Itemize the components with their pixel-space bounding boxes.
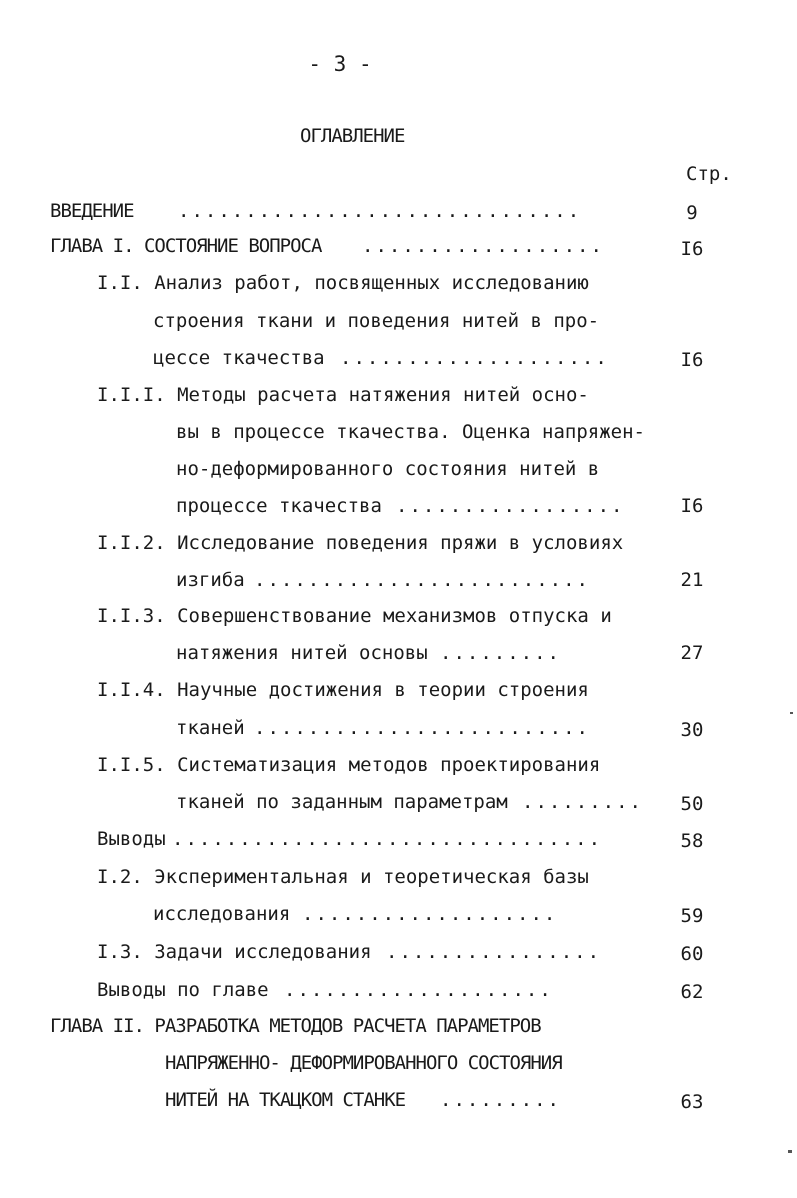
page-column-header: Стр. (686, 163, 732, 185)
page-number: - 3 - (308, 52, 372, 76)
toc-page-number: I6 (680, 238, 704, 260)
toc-leader-dots: .................. (362, 235, 604, 257)
toc-entry-1-1-2-cont: изгиба (176, 569, 245, 591)
toc-page-number: 27 (680, 642, 704, 664)
toc-page-number: 63 (680, 1091, 704, 1113)
scan-speck (788, 1150, 792, 1153)
toc-leader-dots: ......... (440, 1089, 561, 1111)
toc-page-number: 50 (680, 793, 704, 815)
toc-entry-chapter-conclusions: Выводы по главе (97, 979, 269, 1001)
toc-leader-dots: .................... (340, 347, 609, 369)
toc-leader-dots: .............................. (178, 200, 582, 222)
toc-entry-chapter-1: ГЛАВА I. СОСТОЯНИЕ ВОПРОСА (50, 235, 322, 257)
toc-entry-introduction: ВВЕДЕНИЕ (50, 200, 134, 222)
toc-page-number: I6 (680, 349, 704, 371)
toc-entry-1-1-1-cont: вы в процессе ткачества. Оценка напряжен- (176, 421, 645, 443)
toc-entry-1-1-5: I.I.5. Систематизация методов проектирования (97, 754, 601, 776)
toc-entry-chapter-2-cont: НИТЕЙ НА ТКАЦКОМ СТАНКЕ (165, 1089, 406, 1111)
toc-page-number: 60 (680, 943, 704, 965)
toc-entry-1-1-4: I.I.4. Научные достижения в теории строения (97, 679, 589, 701)
toc-entry-1-2: I.2. Экспериментальная и теоретическая базы (97, 866, 589, 888)
toc-entry-1-3: I.3. Задачи исследования (97, 941, 372, 963)
toc-entry-1-1-2: I.I.2. Исследование поведения пряжи в условиях (97, 532, 624, 554)
toc-leader-dots: .................... (284, 979, 553, 1001)
toc-entry-1-1-cont: цессе ткачества (153, 347, 325, 369)
toc-page-number: 59 (680, 905, 704, 927)
toc-entry-1-1-1-cont: но-деформированного состояния нитей в (176, 458, 600, 480)
toc-entry-1-1-3-cont: натяжения нитей основы (176, 642, 428, 664)
toc-entry-1-1-4-cont: тканей (176, 717, 245, 739)
toc-page-number: 58 (680, 830, 704, 852)
toc-entry-1-1-1: I.I.I. Методы расчета натяжения нитей осно- (97, 384, 589, 406)
toc-entry-conclusions: Выводы (97, 828, 166, 850)
toc-entry-1-2-cont: исследования (153, 903, 291, 925)
toc-page-number: 30 (680, 719, 704, 741)
toc-page-number: 62 (680, 981, 704, 1003)
toc-entry-1-1: I.I. Анализ работ, посвященных исследованию (97, 272, 589, 294)
toc-page-number: I6 (680, 495, 704, 517)
toc-entry-1-1-5-cont: тканей по заданным параметрам (176, 791, 508, 813)
scan-speck (790, 712, 793, 714)
toc-entry-1-1-3: I.I.3. Совершенствование механизмов отпуска и (97, 605, 612, 627)
toc-leader-dots: ................... (302, 903, 558, 925)
toc-page-number: 9 (686, 202, 698, 224)
toc-entry-chapter-2-cont: НАПРЯЖЕННО- ДЕФОРМИРОВАННОГО СОСТОЯНИЯ (165, 1052, 562, 1074)
toc-title: ОГЛАВЛЕНИЕ (300, 125, 405, 147)
toc-leader-dots: ......... (522, 791, 643, 813)
toc-entry-chapter-2: ГЛАВА II. РАЗРАБОТКА МЕТОДОВ РАСЧЕТА ПАРАМЕТРОВ (50, 1015, 541, 1037)
toc-leader-dots: ................ (386, 941, 602, 963)
toc-page-number: 21 (680, 569, 704, 591)
toc-leader-dots: ................. (396, 495, 625, 517)
toc-leader-dots: ......................... (254, 569, 590, 591)
toc-entry-1-1-1-cont: процессе ткачества (176, 495, 382, 517)
toc-leader-dots: ......................... (254, 717, 590, 739)
toc-leader-dots: ......... (440, 642, 561, 664)
toc-entry-1-1-cont: строения ткани и поведения нитей в про- (153, 310, 600, 332)
toc-leader-dots: ................................ (172, 828, 603, 850)
